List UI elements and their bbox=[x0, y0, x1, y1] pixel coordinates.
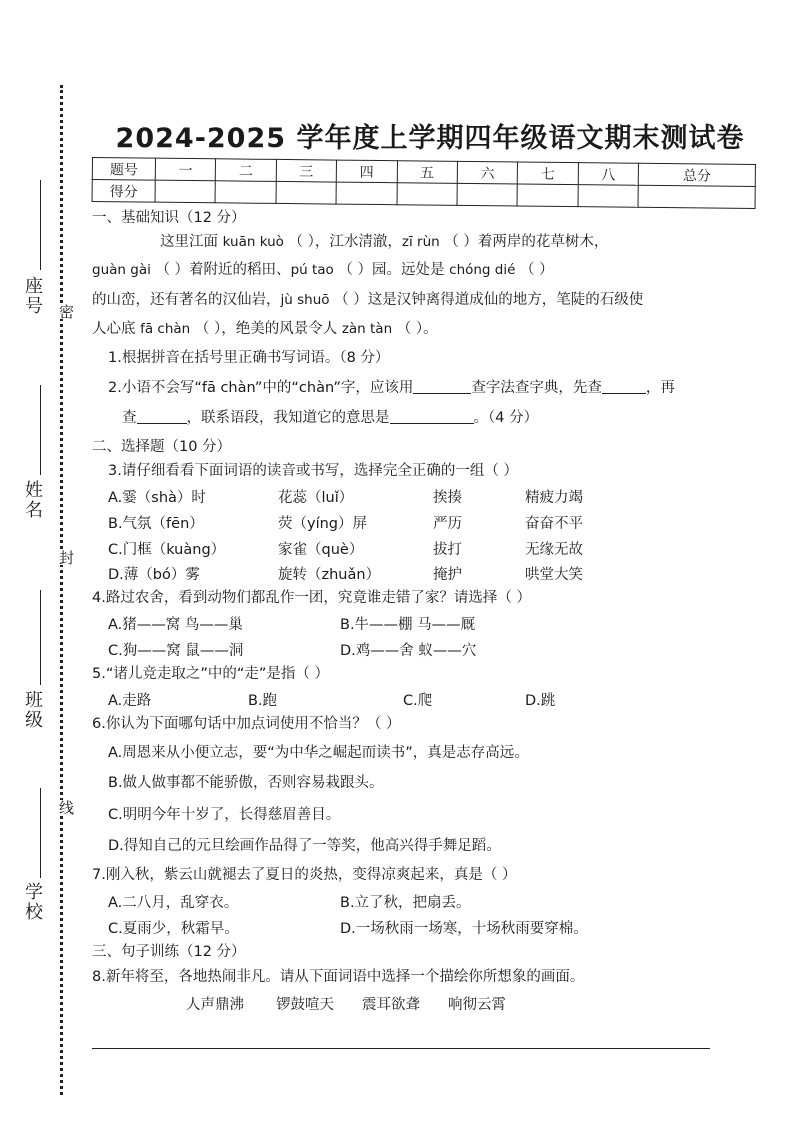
seat-label: 座号 bbox=[22, 276, 43, 316]
question-1: 1.根据拼音在括号里正确书写词语。（8 分） bbox=[108, 350, 390, 366]
score-cell[interactable] bbox=[155, 180, 216, 203]
score-cell[interactable] bbox=[517, 184, 578, 207]
seal-feng: 封 bbox=[57, 550, 75, 565]
seal-xian: 线 bbox=[57, 800, 75, 815]
word-choice[interactable]: 响彻云霄 bbox=[448, 997, 506, 1013]
question-4: 4.路过农舍，看到动物们都乱作一团，究竟谁走错了家？请选择（ ） bbox=[92, 590, 531, 606]
score-cell[interactable] bbox=[397, 183, 458, 206]
passage-line-2: guàn gài （ ）着附近的稻田、pú tao （ ）园。远处是 chóng dié （ ） bbox=[92, 262, 554, 278]
question-5: 5.“诸儿竞走取之”中的“走”是指（ ） bbox=[92, 666, 329, 682]
section2-heading: 二、选择题（10 分） bbox=[92, 439, 232, 455]
q7-option-d[interactable]: D.一场秋雨一场寒，十场秋雨要穿棉。 bbox=[340, 921, 588, 937]
score-cell[interactable] bbox=[578, 185, 639, 208]
answer-blank[interactable] bbox=[413, 379, 471, 394]
score-col: 二 bbox=[216, 159, 277, 182]
answer-blank[interactable] bbox=[390, 409, 474, 424]
answer-blank[interactable]: （ ），绝美的风景令人 bbox=[190, 321, 342, 337]
q7-option-b[interactable]: B.立了秋，把扇丢。 bbox=[340, 895, 471, 911]
word-choice[interactable]: 锣鼓喧天 bbox=[276, 997, 334, 1013]
answer-blank[interactable] bbox=[602, 379, 646, 394]
q5-option-b[interactable]: B.跑 bbox=[248, 693, 278, 709]
q6-option-c[interactable]: C.明明今年十岁了，长得慈眉善目。 bbox=[108, 807, 341, 823]
q3-option-b-4: 奋奋不平 bbox=[525, 516, 583, 532]
q5-option-d[interactable]: D.跳 bbox=[525, 693, 556, 709]
passage-line-1: 这里江面 kuān kuò （ ），江水清澈，zī rùn （ ）着两岸的花草树木， bbox=[160, 234, 609, 250]
q6-option-a[interactable]: A.周恩来从小便立志，要“为中华之崛起而读书”，真是志存高远。 bbox=[108, 745, 529, 761]
score-cell[interactable] bbox=[276, 181, 337, 204]
answer-line[interactable] bbox=[92, 1048, 710, 1049]
q5-option-c[interactable]: C.爬 bbox=[403, 693, 433, 709]
q3-option-c-4: 无缘无故 bbox=[525, 542, 583, 558]
passage-line-4: 人心底 fā chàn （ ），绝美的风景令人 zàn tàn （ ）。 bbox=[92, 321, 438, 337]
question-3: 3.请仔细看看下面词语的读音或书写，选择完全正确的一组（ ） bbox=[108, 463, 518, 479]
score-col: 五 bbox=[397, 161, 458, 184]
seal-mi: 密 bbox=[57, 304, 75, 319]
score-table bbox=[92, 157, 756, 209]
q3-option-b-2: 荧（yíng）屏 bbox=[278, 516, 368, 532]
q4-option-a[interactable]: A.猪——窝 鸟——巢 bbox=[108, 617, 243, 633]
q3-option-a-4: 精疲力竭 bbox=[525, 490, 583, 506]
name-blank[interactable] bbox=[40, 385, 41, 475]
question-2-line-1: 2.小语不会写“fā chàn”中的“chàn”字，应该用 查字法查字典，先查 ，再 bbox=[108, 380, 675, 396]
q3-option-c-1[interactable]: C.门框（kuàng） bbox=[108, 542, 226, 558]
score-col: 八 bbox=[578, 163, 639, 186]
q7-option-a[interactable]: A.二八月，乱穿衣。 bbox=[108, 895, 239, 911]
name-label: 姓名 bbox=[22, 480, 43, 520]
score-col: 七 bbox=[518, 162, 579, 185]
q3-option-a-1[interactable]: A.霎（shà）时 bbox=[108, 490, 206, 506]
binding-dotted-line bbox=[60, 85, 63, 1095]
class-blank[interactable] bbox=[40, 590, 41, 685]
question-7: 7.刚入秋，紫云山就褪去了夏日的炎热，变得凉爽起来，真是（ ） bbox=[92, 867, 517, 883]
q3-option-c-3: 拔打 bbox=[433, 542, 462, 558]
q4-option-b[interactable]: B.牛——棚 马——厩 bbox=[340, 617, 476, 633]
score-col: 三 bbox=[276, 159, 337, 182]
score-cell[interactable] bbox=[638, 185, 755, 208]
section3-heading: 三、句子训练（12 分） bbox=[92, 944, 246, 960]
class-label: 班级 bbox=[22, 690, 43, 730]
q4-option-d[interactable]: D.鸡——舍 蚁——穴 bbox=[340, 643, 477, 659]
q3-option-b-1[interactable]: B.气氛（fēn） bbox=[108, 516, 204, 532]
answer-blank[interactable]: （ ）园。远处是 bbox=[333, 262, 450, 278]
q5-option-a[interactable]: A.走路 bbox=[108, 693, 152, 709]
q3-option-c-2: 家雀（què） bbox=[278, 542, 364, 558]
q3-option-b-3: 严历 bbox=[433, 516, 462, 532]
answer-blank[interactable]: （ ） bbox=[515, 262, 554, 278]
question-2-line-2: 查 ，联系语段，我知道它的意思是 。（4 分） bbox=[122, 410, 539, 426]
score-col: 六 bbox=[457, 161, 518, 184]
q4-option-c[interactable]: C.狗——窝 鼠——洞 bbox=[108, 643, 244, 659]
seat-blank[interactable] bbox=[40, 180, 41, 270]
q3-option-d-1[interactable]: D.薄（bó）雾 bbox=[108, 567, 200, 583]
q3-option-a-2: 花蕊（luǐ） bbox=[278, 490, 354, 506]
answer-blank[interactable]: （ ）。 bbox=[392, 321, 438, 337]
score-col: 总分 bbox=[638, 163, 755, 186]
score-row-head: 题号 bbox=[92, 158, 155, 181]
section1-heading: 一、基础知识（12 分） bbox=[92, 210, 246, 226]
q3-option-d-4: 哄堂大笑 bbox=[525, 567, 583, 583]
question-8: 8.新年将至，各地热闹非凡。请从下面词语中选择一个描绘你所想象的画面。 bbox=[92, 969, 585, 985]
question-6: 6.你认为下面哪句话中加点词使用不恰当？（ ） bbox=[92, 716, 401, 732]
score-cell[interactable] bbox=[336, 182, 397, 205]
q3-option-a-3: 挨揍 bbox=[433, 490, 462, 506]
answer-blank[interactable] bbox=[137, 409, 187, 424]
answer-blank[interactable]: （ ），江水清澈， bbox=[283, 234, 402, 250]
answer-blank[interactable]: （ ）着两岸的花草树木， bbox=[439, 234, 609, 250]
q6-option-d[interactable]: D.得知自己的元旦绘画作品得了一等奖，他高兴得手舞足蹈。 bbox=[108, 838, 501, 854]
q7-option-c[interactable]: C.夏雨少，秋霜早。 bbox=[108, 921, 239, 937]
q3-option-d-3: 掩护 bbox=[433, 567, 462, 583]
school-label: 学校 bbox=[22, 882, 43, 922]
score-col: 四 bbox=[336, 160, 397, 183]
page-title: 2024-2025 学年度上学期四年级语文期末测试卷 bbox=[115, 123, 745, 154]
school-blank[interactable] bbox=[40, 788, 41, 878]
score-row-head: 得分 bbox=[92, 180, 155, 203]
answer-blank[interactable]: （ ）这是汉钟离得道成仙的地方，笔陡的石级使 bbox=[329, 292, 644, 308]
word-choice[interactable]: 震耳欲聋 bbox=[362, 997, 420, 1013]
passage-line-3: 的山峦，还有著名的汉仙岩，jù shuō （ ）这是汉钟离得道成仙的地方，笔陡的石级使 bbox=[92, 292, 644, 308]
score-col: 一 bbox=[155, 158, 216, 181]
q6-option-b[interactable]: B.做人做事都不能骄傲，否则容易栽跟头。 bbox=[108, 775, 384, 791]
answer-blank[interactable]: （ ）着附近的稻田、 bbox=[150, 262, 291, 278]
word-choice[interactable]: 人声鼎沸 bbox=[186, 997, 244, 1013]
score-cell[interactable] bbox=[457, 183, 518, 206]
q3-option-d-2: 旋转（zhuǎn） bbox=[278, 567, 381, 583]
score-cell[interactable] bbox=[215, 181, 276, 204]
